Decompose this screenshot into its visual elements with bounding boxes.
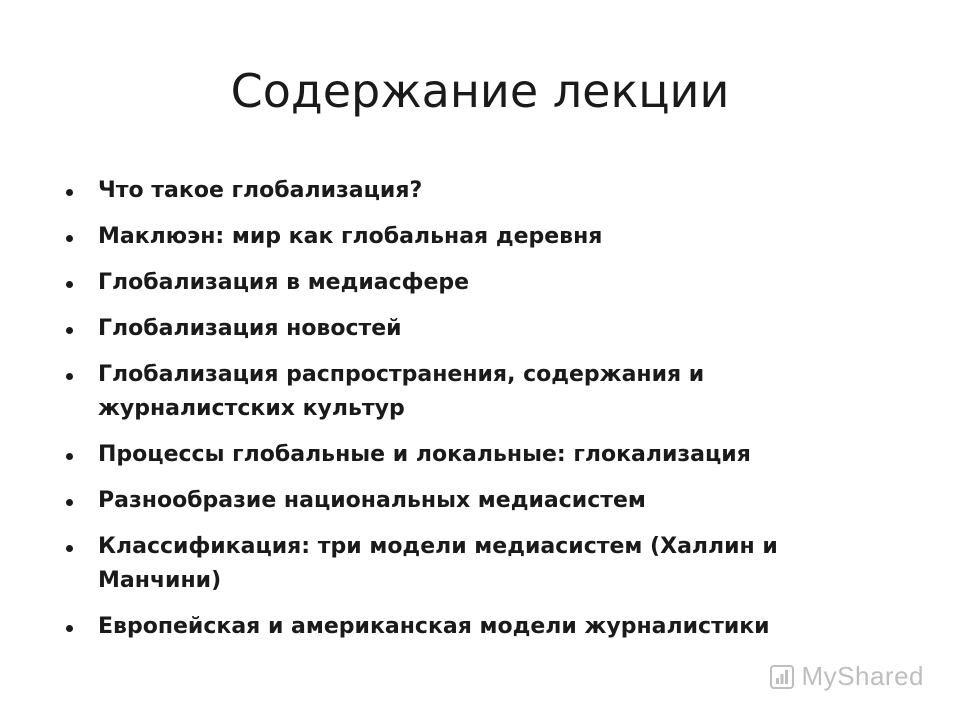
bullet-icon	[66, 625, 73, 632]
list-item-text: Классификация: три модели медиасистем (Халлин и Манчини)	[98, 534, 778, 593]
list-item	[66, 610, 866, 644]
list-item	[66, 266, 866, 300]
bullet-list	[66, 174, 866, 656]
list-item-text: Глобализация новостей	[98, 316, 402, 341]
list-item	[66, 358, 866, 426]
list-item	[66, 220, 866, 254]
list-item	[66, 484, 866, 518]
myshared-logo-icon	[770, 665, 794, 689]
bullet-icon	[66, 327, 73, 334]
bullet-icon	[66, 545, 73, 552]
list-item-text: Глобализация распространения, содержания и журналистских культур	[98, 362, 705, 421]
bullet-icon	[66, 189, 73, 196]
list-item-text: Процессы глобальные и локальные: глокализация	[98, 442, 751, 467]
list-item	[66, 530, 866, 598]
watermark	[770, 661, 925, 692]
bullet-icon	[66, 453, 73, 460]
list-item-text: Что такое глобализация?	[98, 178, 423, 203]
list-item	[66, 438, 866, 472]
list-item	[66, 312, 866, 346]
list-item	[66, 174, 866, 208]
bullet-icon	[66, 281, 73, 288]
list-item-text: Европейская и американская модели журналистики	[98, 614, 770, 639]
watermark-text: MyShared	[801, 661, 924, 691]
slide-title: Содержание лекции	[230, 64, 730, 118]
bullet-icon	[66, 373, 73, 380]
list-item-text: Маклюэн: мир как глобальная деревня	[98, 224, 603, 249]
bullet-icon	[66, 235, 73, 242]
list-item-text: Разнообразие национальных медиасистем	[98, 488, 646, 513]
bullet-icon	[66, 499, 73, 506]
list-item-text: Глобализация в медиасфере	[98, 270, 470, 295]
